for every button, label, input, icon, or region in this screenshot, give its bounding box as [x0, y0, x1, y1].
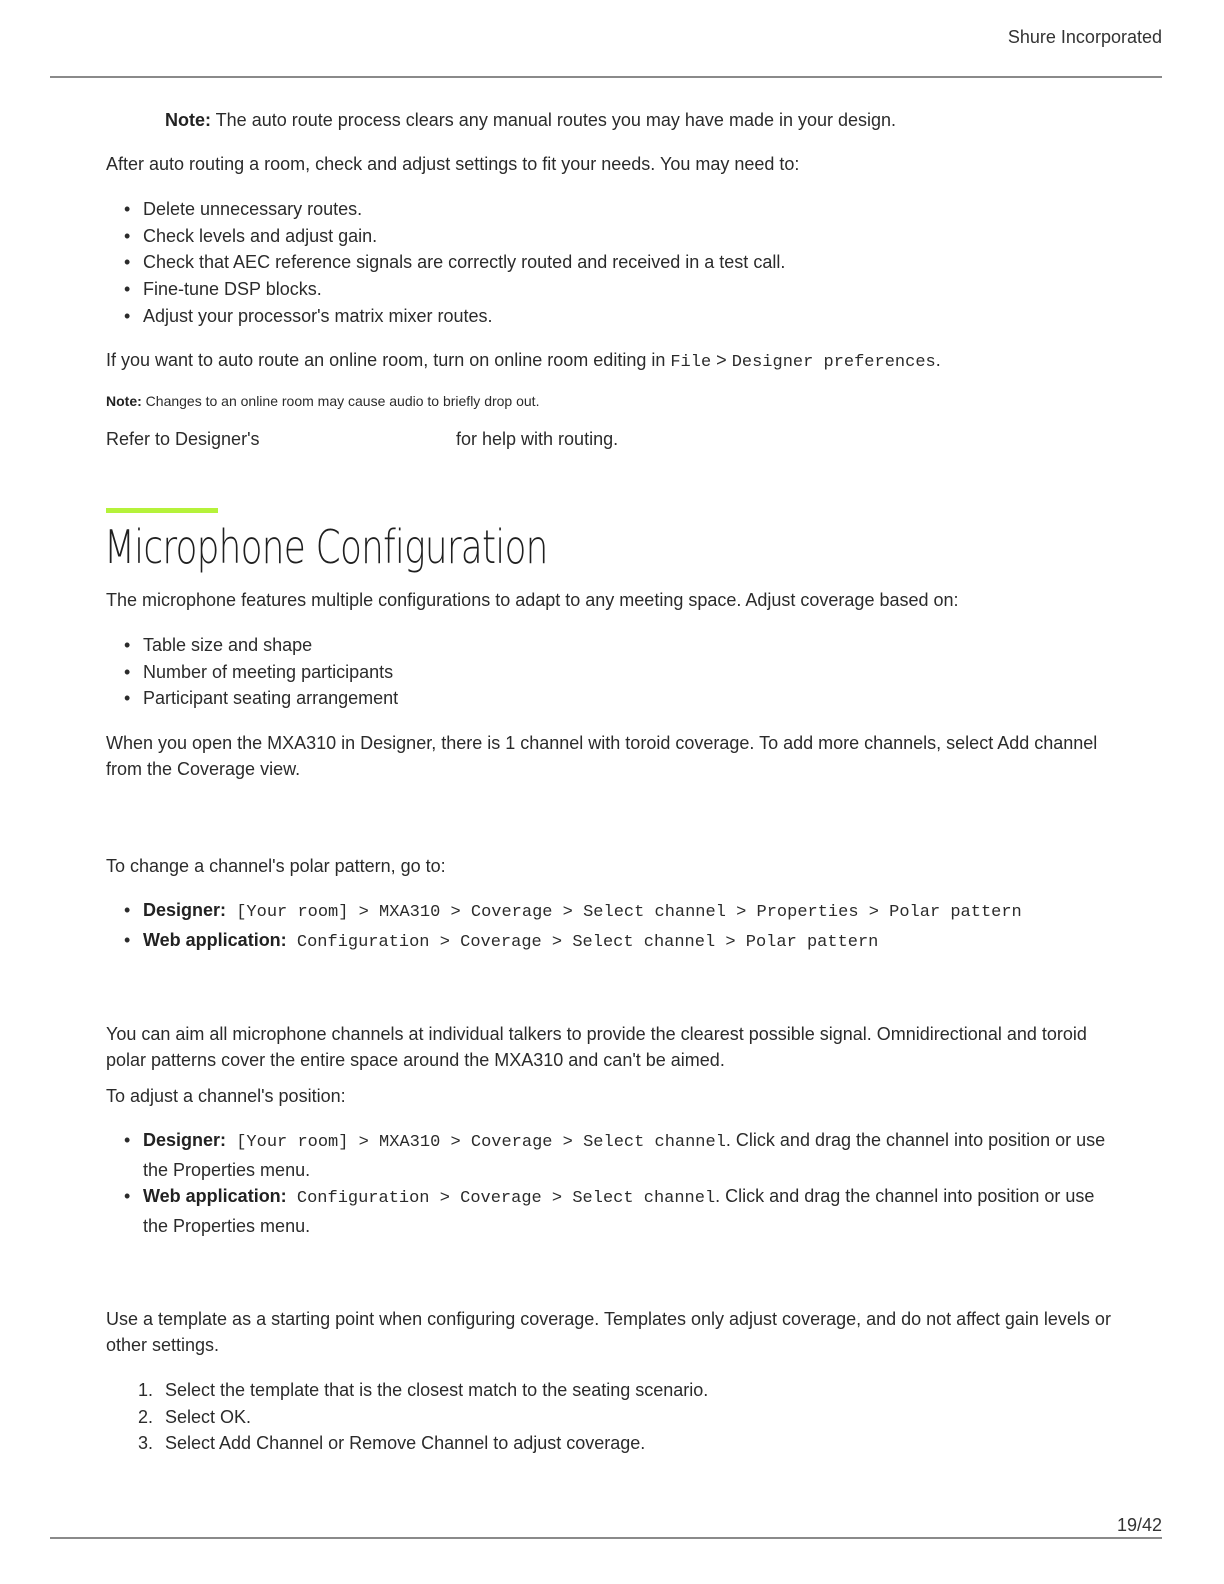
period: .	[935, 350, 941, 370]
header-divider	[50, 76, 1162, 78]
polar-pattern-list	[106, 897, 1022, 956]
page-title: Microphone Configuration	[104, 520, 548, 574]
list-item	[106, 897, 1022, 927]
list-item	[106, 1404, 708, 1431]
web-position-instructions: . Click and drag the channel into position or use the Properties menu.	[143, 1186, 1095, 1237]
list-item: • Delete unnecessary routes.	[106, 196, 785, 223]
auto-route-intro: After auto routing a room, check and adjust settings to fit your needs. You may need to:	[106, 154, 800, 174]
polar-pattern-intro: To change a channel's polar pattern, go to:	[106, 856, 446, 876]
designer-position-instructions: . Click and drag the channel into position or use the Properties menu.	[143, 1130, 1106, 1180]
web-position-path: Configuration > Coverage > Select channel	[286, 1189, 716, 1209]
list-item: • Fine-tune DSP blocks.	[106, 276, 785, 303]
mic-config-intro: The microphone features multiple configurations to adapt to any meeting space. Adjust coverage based on:	[106, 590, 959, 610]
footer-divider	[50, 1537, 1162, 1539]
refer-paragraph	[106, 426, 1112, 452]
position-intro: To adjust a channel's position:	[106, 1086, 346, 1106]
designer-polar-path: [Your room] > MXA310 > Coverage > Select channel > Properties > Polar pattern	[226, 903, 1022, 922]
note-text: The auto route process clears any manual routes you may have made in your design.	[211, 110, 897, 130]
list-item	[106, 1377, 708, 1404]
designer-label: Designer:	[143, 900, 227, 920]
online-room-text: If you want to auto route an online room, turn on online room editing in	[106, 350, 671, 370]
aim-paragraph: You can aim all microphone channels at individual talkers to provide the clearest possible signal. Omnidirectional and toroid polar patterns cover the entire space around the MXA310 and can't be aimed.	[106, 1024, 1087, 1070]
list-item	[106, 1127, 1106, 1183]
template-paragraph: Use a template as a starting point when configuring coverage. Templates only adjust coverage, and do not affect gain levels or other settings.	[106, 1309, 1111, 1355]
online-room-paragraph	[106, 347, 1112, 376]
list-item: • Participant seating arrangement	[106, 685, 398, 712]
list-item: • Table size and shape	[106, 632, 398, 659]
step-number: 3.	[138, 1433, 154, 1454]
designer-label: Designer:	[143, 1130, 227, 1150]
header-company-name: Shure Incorporated	[1007, 27, 1162, 47]
page-number: 19/42	[1116, 1515, 1162, 1535]
list-item	[106, 1430, 708, 1457]
note-text: Changes to an online room may cause audio to briefly drop out.	[141, 393, 540, 409]
template-steps-list	[106, 1377, 708, 1457]
list-item: • Check levels and adjust gain.	[106, 223, 785, 250]
web-polar-path: Configuration > Coverage > Select channel > Polar pattern	[286, 932, 879, 952]
channels-paragraph: When you open the MXA310 in Designer, there is 1 channel with toroid coverage. To add more channels, select Add channel from the Coverage view.	[106, 733, 1098, 779]
note-label: Note:	[106, 393, 142, 409]
coverage-factor-list	[106, 632, 398, 712]
list-item	[106, 927, 1022, 957]
position-list	[106, 1127, 1106, 1240]
list-item	[106, 1183, 1106, 1239]
online-room-note	[106, 388, 1112, 414]
designer-position-path: [Your room] > MXA310 > Coverage > Select channel	[226, 1133, 726, 1152]
step-text: Select Add Channel or Remove Channel to adjust coverage.	[165, 1433, 646, 1454]
path-separator: >	[711, 350, 732, 370]
section-accent-bar	[106, 508, 218, 513]
refer-text-after: for help with routing.	[456, 429, 619, 449]
auto-route-note	[165, 107, 1112, 133]
step-text: Select OK.	[165, 1406, 252, 1427]
step-text: Select the template that is the closest match to the seating scenario.	[165, 1380, 709, 1400]
step-number: 2.	[138, 1406, 154, 1427]
refer-text-before: Refer to Designer's	[106, 429, 260, 449]
auto-route-task-list	[106, 196, 785, 330]
designer-preferences-path: Designer preferences	[731, 353, 936, 372]
list-item: • Number of meeting participants	[106, 659, 398, 686]
list-item: • Check that AEC reference signals are correctly routed and received in a test call.	[106, 249, 785, 276]
note-label: Note:	[165, 110, 211, 130]
file-menu-path: File	[670, 353, 712, 372]
web-app-label: Web application:	[143, 1186, 287, 1207]
web-app-label: Web application:	[143, 929, 287, 950]
list-item: • Adjust your processor's matrix mixer routes.	[106, 303, 785, 330]
step-number: 1.	[138, 1380, 154, 1400]
